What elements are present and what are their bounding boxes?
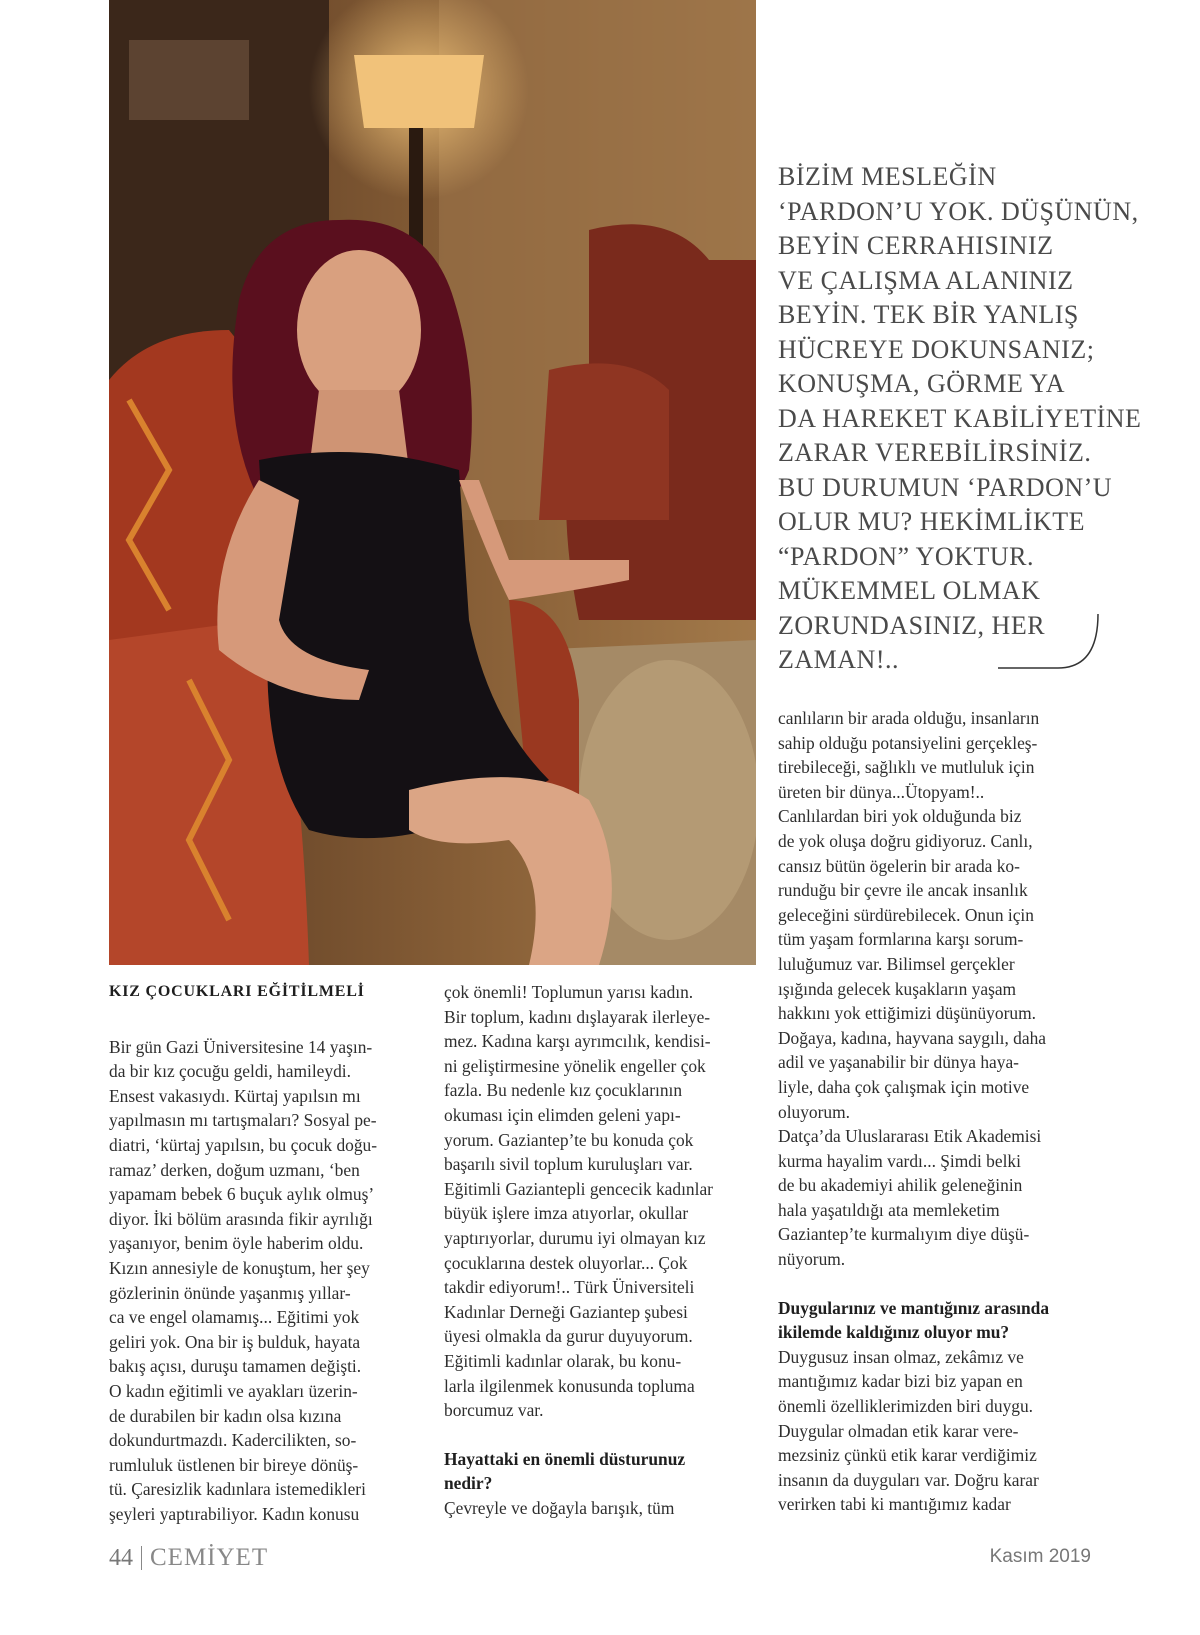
pull-quote-line: MÜKEMMEL OLMAK (778, 576, 1041, 605)
body-line: cansız bütün ögelerin bir arada ko- (778, 855, 1020, 876)
body-line: diyor. İki bölüm arasında fikir ayrılığı (109, 1208, 373, 1229)
body-line: luluğumuz var. Bilimsel gerçekler (778, 953, 1015, 974)
pull-quote-line: ZORUNDASINIZ, HER (778, 610, 1046, 640)
article-column-2 (444, 980, 749, 1520)
answer-line: verirken tabi ki mantığımız kadar (778, 1494, 1011, 1515)
body-line: çok önemli! Toplumun yarısı kadın. (444, 982, 694, 1002)
interview-question (778, 1296, 1096, 1345)
page-number: 44 (109, 1544, 133, 1571)
body-line: ni geliştirmesine yönelik engeller çok (444, 1055, 706, 1076)
body-line: Kadınlar Derneği Gaziantep şubesi (444, 1301, 688, 1322)
spacer (109, 1005, 414, 1035)
answer-line: mantığımız kadar bizi biz yapan en (778, 1371, 1023, 1392)
body-line: Canlılardan biri yok olduğunda biz (778, 806, 1022, 827)
body-line: yorum. Gaziantep’te bu konuda çok (444, 1129, 694, 1150)
section-heading: KIZ ÇOCUKLARI EĞİTİLMELİ (109, 983, 365, 1000)
divider (141, 1546, 142, 1570)
spacer (778, 1272, 1096, 1296)
interview-answer (444, 1496, 749, 1521)
body-line: mez. Kadına karşı ayrımcılık, kendisi- (444, 1031, 711, 1052)
body-line: borcumuz var. (444, 1400, 544, 1421)
body-line: larla ilgilenmek konusunda topluma (444, 1375, 695, 1396)
body-line: adil ve yaşanabilir bir dünya haya- (778, 1052, 1019, 1073)
body-line: da bir kız çocuğu geldi, hamileydi. (109, 1061, 351, 1082)
pull-quote-line: BEYİN. TEK BİR YANLIŞ (778, 300, 1079, 329)
pull-quote-line: ‘PARDON’U YOK. DÜŞÜNÜN, (778, 196, 1139, 226)
body-line: ca ve engel olamamış... Eğitimi yok (109, 1307, 360, 1328)
body-line: fazla. Bu nedenle kız çocuklarının (444, 1080, 683, 1101)
quote-close-mark-icon (998, 612, 1102, 670)
body-line: büyük işlere imza atıyorlar, okullar (444, 1203, 689, 1224)
body-line: de durabilen bir kadın olsa kızına (109, 1405, 342, 1426)
body-line: yaptırıyorlar, durumu iyi olmayan kız (444, 1227, 706, 1248)
body-line: Eğitimli kadınlar olarak, bu konu- (444, 1350, 682, 1371)
body-line: dokundurtmazdı. Kadercilikten, so- (109, 1430, 357, 1451)
body-paragraph (778, 706, 1096, 1272)
body-line: geleceğini sürdürebilecek. Onun için (778, 904, 1034, 925)
spacer (444, 1423, 749, 1447)
pull-quote-line: ZARAR VEREBİLİRSİNİZ. (778, 438, 1092, 467)
body-line: canlıların bir arada olduğu, insanların (778, 708, 1040, 728)
body-line: yapılmasın mı tartışmaları? Sosyal pe- (109, 1110, 377, 1131)
portrait-photo-illustration (109, 0, 756, 965)
body-line: O kadın eğitimli ve ayakları üzerin- (109, 1380, 358, 1401)
answer-line: mezsiniz çünkü etik karar verdiğimiz (778, 1445, 1037, 1466)
pull-quote-line: VE ÇALIŞMA ALANINIZ (778, 265, 1074, 295)
body-line: başarılı sivil toplum kuruluşları var. (444, 1154, 693, 1175)
pull-quote-line: HÜCREYE DOKUNSANIZ; (778, 334, 1095, 364)
body-line: hakkını yok ettiğimizi düşünüyorum. (778, 1003, 1036, 1024)
pull-quote-line: BİZİM MESLEĞİN (778, 162, 997, 191)
body-line: hala yaşatıldığı ata memleketim (778, 1199, 1000, 1220)
answer-line: Duygusuz insan olmaz, zekâmız ve (778, 1346, 1024, 1367)
pull-quote-line: KONUŞMA, GÖRME YA (778, 369, 1066, 398)
body-line: yapamam bebek 6 buçuk aylık olmuş’ (109, 1184, 375, 1205)
body-line: nüyorum. (778, 1249, 846, 1270)
pull-quote-line: BU DURUMUN ‘PARDON’U (778, 472, 1113, 502)
body-paragraph (109, 1035, 414, 1527)
body-line: üyesi olmakla da gurur duyuyorum. (444, 1326, 693, 1347)
body-line: Doğaya, kadına, hayvana saygılı, daha (778, 1027, 1047, 1048)
answer-line: Duygular olmadan etik karar vere- (778, 1420, 1019, 1441)
body-line: tü. Çaresizlik kadınlara istemedikleri (109, 1479, 366, 1500)
body-paragraph (444, 980, 749, 1423)
body-line: tüm yaşam formlarına karşı sorum- (778, 929, 1024, 950)
body-line: Bir toplum, kadını dışlayarak ilerleye- (444, 1006, 711, 1027)
pull-quote-line: ZAMAN!.. (778, 645, 899, 674)
answer-line: insanın da duyguları var. Doğru karar (778, 1469, 1039, 1490)
pull-quote-line: OLUR MU? HEKİMLİKTE (778, 507, 1086, 536)
pull-quote-line: “PARDON” YOKTUR. (778, 541, 1034, 571)
body-line: ramaz’ derken, doğum uzmanı, ‘ben (109, 1159, 360, 1180)
body-line: kurma hayalim vardı... Şimdi belki (778, 1150, 1021, 1171)
interview-question (444, 1447, 749, 1496)
body-line: Eğitimli Gaziantepli gencecik kadınlar (444, 1178, 713, 1199)
body-line: rumluluk üstlenen bir bireye dönüş- (109, 1454, 359, 1475)
question-line: ikilemde kaldığınız oluyor mu? (778, 1322, 1010, 1343)
article-column-1 (109, 980, 414, 1526)
body-line: üreten bir dünya...Ütopyam!.. (778, 781, 985, 802)
body-line: runduğu bir çevre ile ancak insanlık (778, 880, 1028, 901)
page-footer-left (109, 1543, 268, 1573)
body-line: bakış açısı, duruşu tamamen değişti. (109, 1356, 362, 1377)
magazine-name: CEMİYET (150, 1544, 269, 1571)
body-line: geliri yok. Ona bir iş bulduk, hayata (109, 1331, 361, 1352)
body-line: çocuklarına destek oluyorlar... Çok (444, 1252, 688, 1273)
question-line: Duygularınız ve mantığınız arasında (778, 1297, 1050, 1318)
body-line: Datça’da Uluslararası Etik Akademisi (778, 1126, 1042, 1147)
body-line: ışığında gelecek kuşakların yaşam (778, 978, 1017, 999)
body-line: sahip olduğu potansiyelini gerçekleş- (778, 732, 1038, 753)
pull-quote (778, 160, 1142, 678)
answer-line: önemli özelliklerimizden biri duygu. (778, 1396, 1034, 1417)
portrait-photo (109, 0, 756, 965)
body-line: de bu akademiyi ahilik geleneğinin (778, 1175, 1023, 1196)
body-line: Bir gün Gazi Üniversitesine 14 yaşın- (109, 1036, 373, 1057)
issue-date: Kasım 2019 (989, 1546, 1091, 1567)
body-line: diatri, ‘kürtaj yapılsın, bu çocuk doğu- (109, 1134, 378, 1155)
body-line: şeyleri yaptırabiliyor. Kadın konusu (109, 1503, 360, 1524)
article-column-3 (778, 706, 1096, 1517)
body-line: yaşanıyor, benim öyle haberim oldu. (109, 1233, 364, 1254)
body-line: tirebileceği, sağlıklı ve mutluluk için (778, 757, 1035, 778)
body-line: de yok oluşa doğru gidiyoruz. Canlı, (778, 830, 1033, 851)
interview-answer (778, 1345, 1096, 1517)
body-line: oluyorum. (778, 1101, 850, 1122)
pull-quote-line: DA HAREKET KABİLİYETİNE (778, 403, 1142, 433)
body-line: Ensest vakasıydı. Kürtaj yapılsın mı (109, 1085, 361, 1106)
body-line: liyle, daha çok çalışmak için motive (778, 1076, 1030, 1097)
body-line: gözlerinin önünde yaşanmış yıllar- (109, 1282, 351, 1303)
answer-line: Çevreyle ve doğayla barışık, tüm (444, 1497, 675, 1518)
body-line: Gaziantep’te kurmalıyım diye düşü- (778, 1224, 1030, 1245)
question-line: Hayattaki en önemli düsturunuz (444, 1448, 686, 1469)
question-line: nedir? (444, 1473, 493, 1494)
body-line: okuması için elimden geleni yapı- (444, 1104, 681, 1125)
body-line: Kızın annesiyle de konuştum, her şey (109, 1257, 370, 1278)
pull-quote-line: BEYİN CERRAHISINIZ (778, 231, 1054, 260)
body-line: takdir ediyorum!.. Türk Üniversiteli (444, 1277, 695, 1298)
